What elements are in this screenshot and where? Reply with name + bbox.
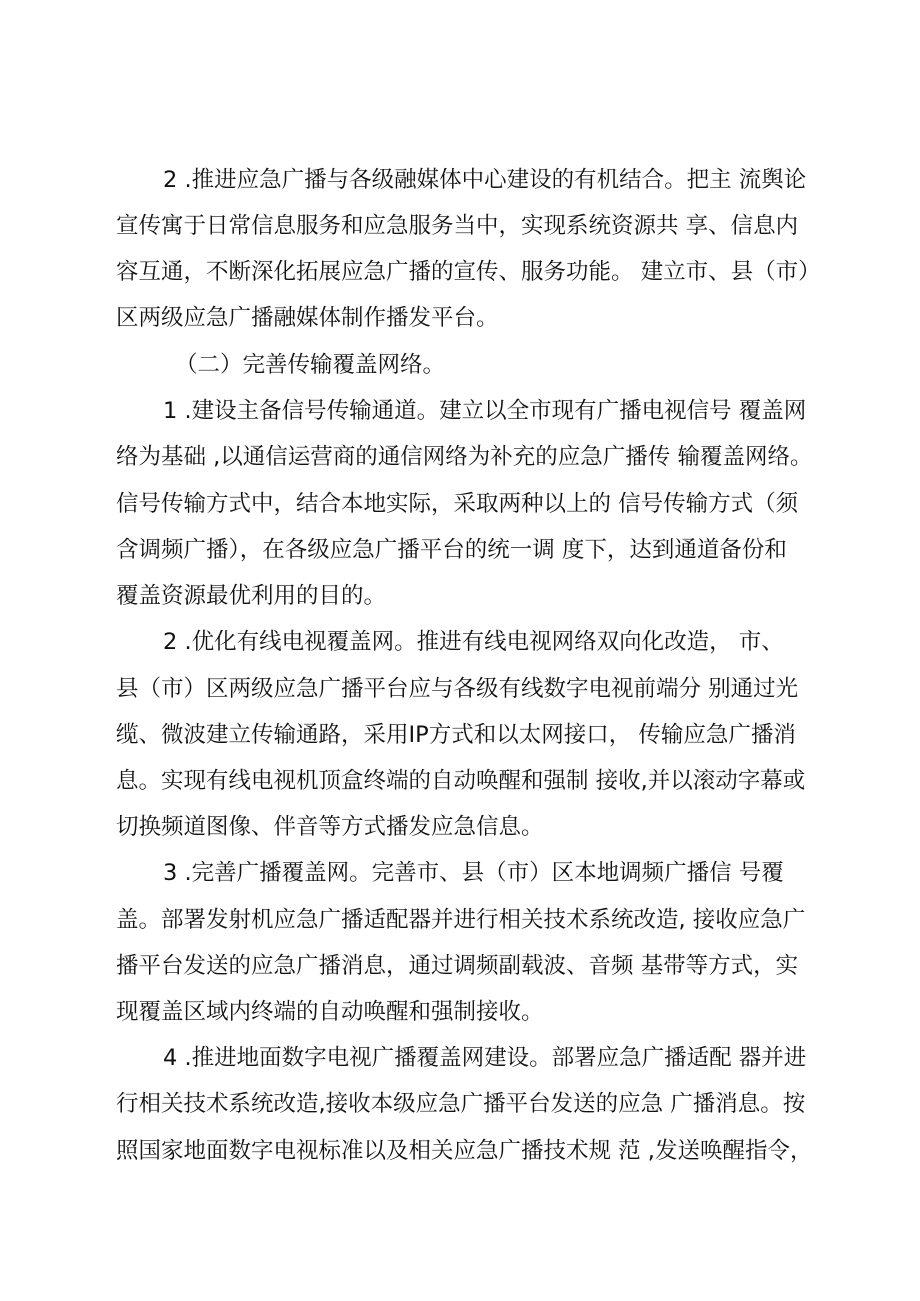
text-line: 播平台发送的应急广播消息，通过调频副载波、音频 基带等方式，实: [116, 953, 799, 979]
text-line: 区两级应急广播融媒体制作播发平台。: [116, 305, 499, 331]
text-line: 息。实现有线电视机顶盒终端的自动唤醒和强制 接收,并以滚动字幕或: [116, 768, 806, 794]
paragraph-4-heading-line: 4 .推进地面数字电视广播覆盖网建设。部署应急广播适配 器并进: [163, 1045, 807, 1071]
paragraph-2-heading-line: 2 .推进应急广播与各级融媒体中心建设的有机结合。把主 流舆论: [163, 167, 807, 193]
text-line: 络为基础 ,以通信运营商的通信网络为补充的应急广播传 输覆盖网络。: [116, 444, 813, 470]
paragraph-3-heading-line: 3 .完善广播覆盖网。完善市、县（市）区本地调频广播信 号覆: [163, 860, 784, 886]
text-line: 县（市）区两级应急广播平台应与各级有线数字电视前端分 别通过光: [116, 676, 799, 702]
text-line: 缆、微波建立传输通路，采用IP方式和以太网接口， 传输应急广播消: [116, 722, 796, 748]
text-line: 宣传寓于日常信息服务和应急服务当中，实现系统资源共 享、信息内: [116, 213, 799, 239]
paragraph-2-cable-heading-line: 2 .优化有线电视覆盖网。推进有线电视网络双向化改造， 市、: [163, 629, 784, 655]
text-line: 行相关技术系统改造,接收本级应急广播平台发送的应急 广播消息。按: [116, 1091, 806, 1117]
text-line: 含调频广播），在各级应急广播平台的统一调 度下，达到通道备份和: [116, 537, 787, 563]
text-line: 盖。部署发射机应急广播适配器并进行相关技术系统改造, 接收应急广: [116, 907, 806, 933]
text-line: 信号传输方式中，结合本地实际，采取两种以上的 信号传输方式（须: [116, 491, 799, 517]
paragraph-1-heading-line: 1 .建设主备信号传输通道。建立以全市现有广播电视信号 覆盖网: [163, 398, 807, 424]
text-line: 现覆盖区域内终端的自动唤醒和强制接收。: [116, 999, 544, 1025]
text-line: 切换频道图像、伴音等方式播发应急信息。: [116, 814, 544, 840]
section-heading: （二）完善传输覆盖网络。: [175, 352, 446, 378]
text-line: 容互通，不断深化拓展应急广播的宣传、服务功能。 建立市、县（市）: [116, 259, 821, 285]
text-line: 覆盖资源最优利用的目的。: [116, 583, 387, 609]
text-line: 照国家地面数字电视标准以及相关应急广播技术规 范 ,发送唤醒指令，: [116, 1138, 813, 1164]
